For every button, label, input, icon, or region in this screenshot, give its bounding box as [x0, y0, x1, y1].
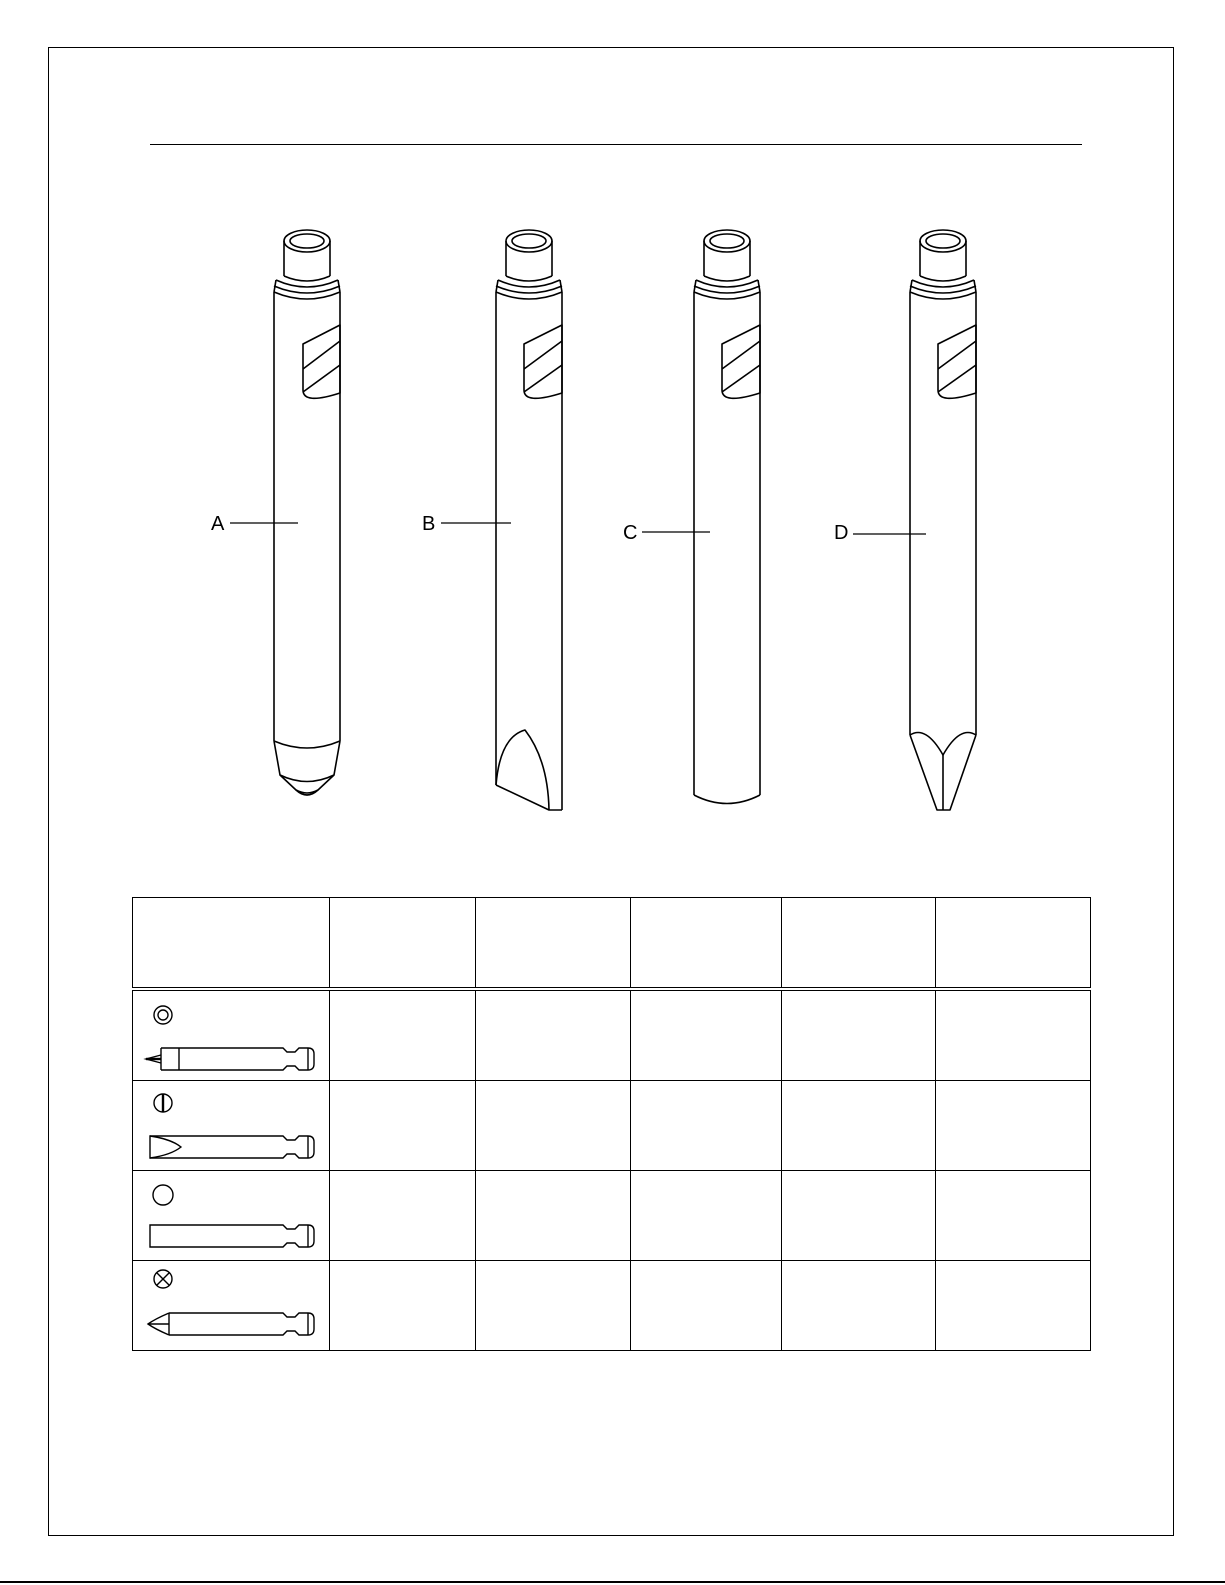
- label-a: A: [211, 513, 225, 535]
- label-b: B: [422, 513, 436, 535]
- pyramid-point-icon: [133, 1261, 330, 1350]
- table-cell: [476, 1261, 631, 1351]
- comparison-table: [132, 897, 1091, 1351]
- label-c: C: [623, 522, 638, 544]
- table-row: [133, 1171, 1091, 1261]
- tool-a-moil-point: [274, 230, 340, 795]
- table-cell: [631, 1081, 782, 1171]
- label-d: D: [834, 522, 849, 544]
- table-cell: [936, 1081, 1091, 1171]
- table-cell: [631, 1261, 782, 1351]
- table-cell: [476, 1081, 631, 1171]
- tool-icon-cell: [133, 1261, 330, 1351]
- bottom-rule: [0, 1581, 1225, 1583]
- blunt-icon: [133, 1171, 330, 1260]
- tool-c-blunt: [694, 230, 760, 804]
- table-cell: [631, 989, 782, 1081]
- header-cell: [330, 898, 476, 990]
- table-cell: [476, 989, 631, 1081]
- table-cell: [936, 1171, 1091, 1261]
- table-cell: [631, 1171, 782, 1261]
- table-cell: [330, 1171, 476, 1261]
- table-row: [133, 1081, 1091, 1171]
- table-cell: [782, 1081, 936, 1171]
- header-cell: [133, 898, 330, 990]
- table-cell: [476, 1171, 631, 1261]
- table-cell: [936, 1261, 1091, 1351]
- tool-icon-cell: [133, 1171, 330, 1261]
- table-row: [133, 1261, 1091, 1351]
- tool-icon-cell: [133, 1081, 330, 1171]
- table-cell: [936, 989, 1091, 1081]
- moil-point-icon: [133, 991, 330, 1080]
- table-cell: [330, 1081, 476, 1171]
- header-cell: [936, 898, 1091, 990]
- tool-d-pyramid-point: [910, 230, 976, 810]
- tool-icon-cell: [133, 989, 330, 1081]
- header-cell: [782, 898, 936, 990]
- table-cell: [330, 1261, 476, 1351]
- table-cell: [330, 989, 476, 1081]
- table-cell: [782, 1261, 936, 1351]
- chisel-icon: [133, 1081, 330, 1170]
- header-cell: [631, 898, 782, 990]
- table-cell: [782, 989, 936, 1081]
- header-cell: [476, 898, 631, 990]
- table-header-row: [133, 898, 1091, 990]
- tool-b-chisel: [496, 230, 562, 810]
- table-row: [133, 989, 1091, 1081]
- table-cell: [782, 1171, 936, 1261]
